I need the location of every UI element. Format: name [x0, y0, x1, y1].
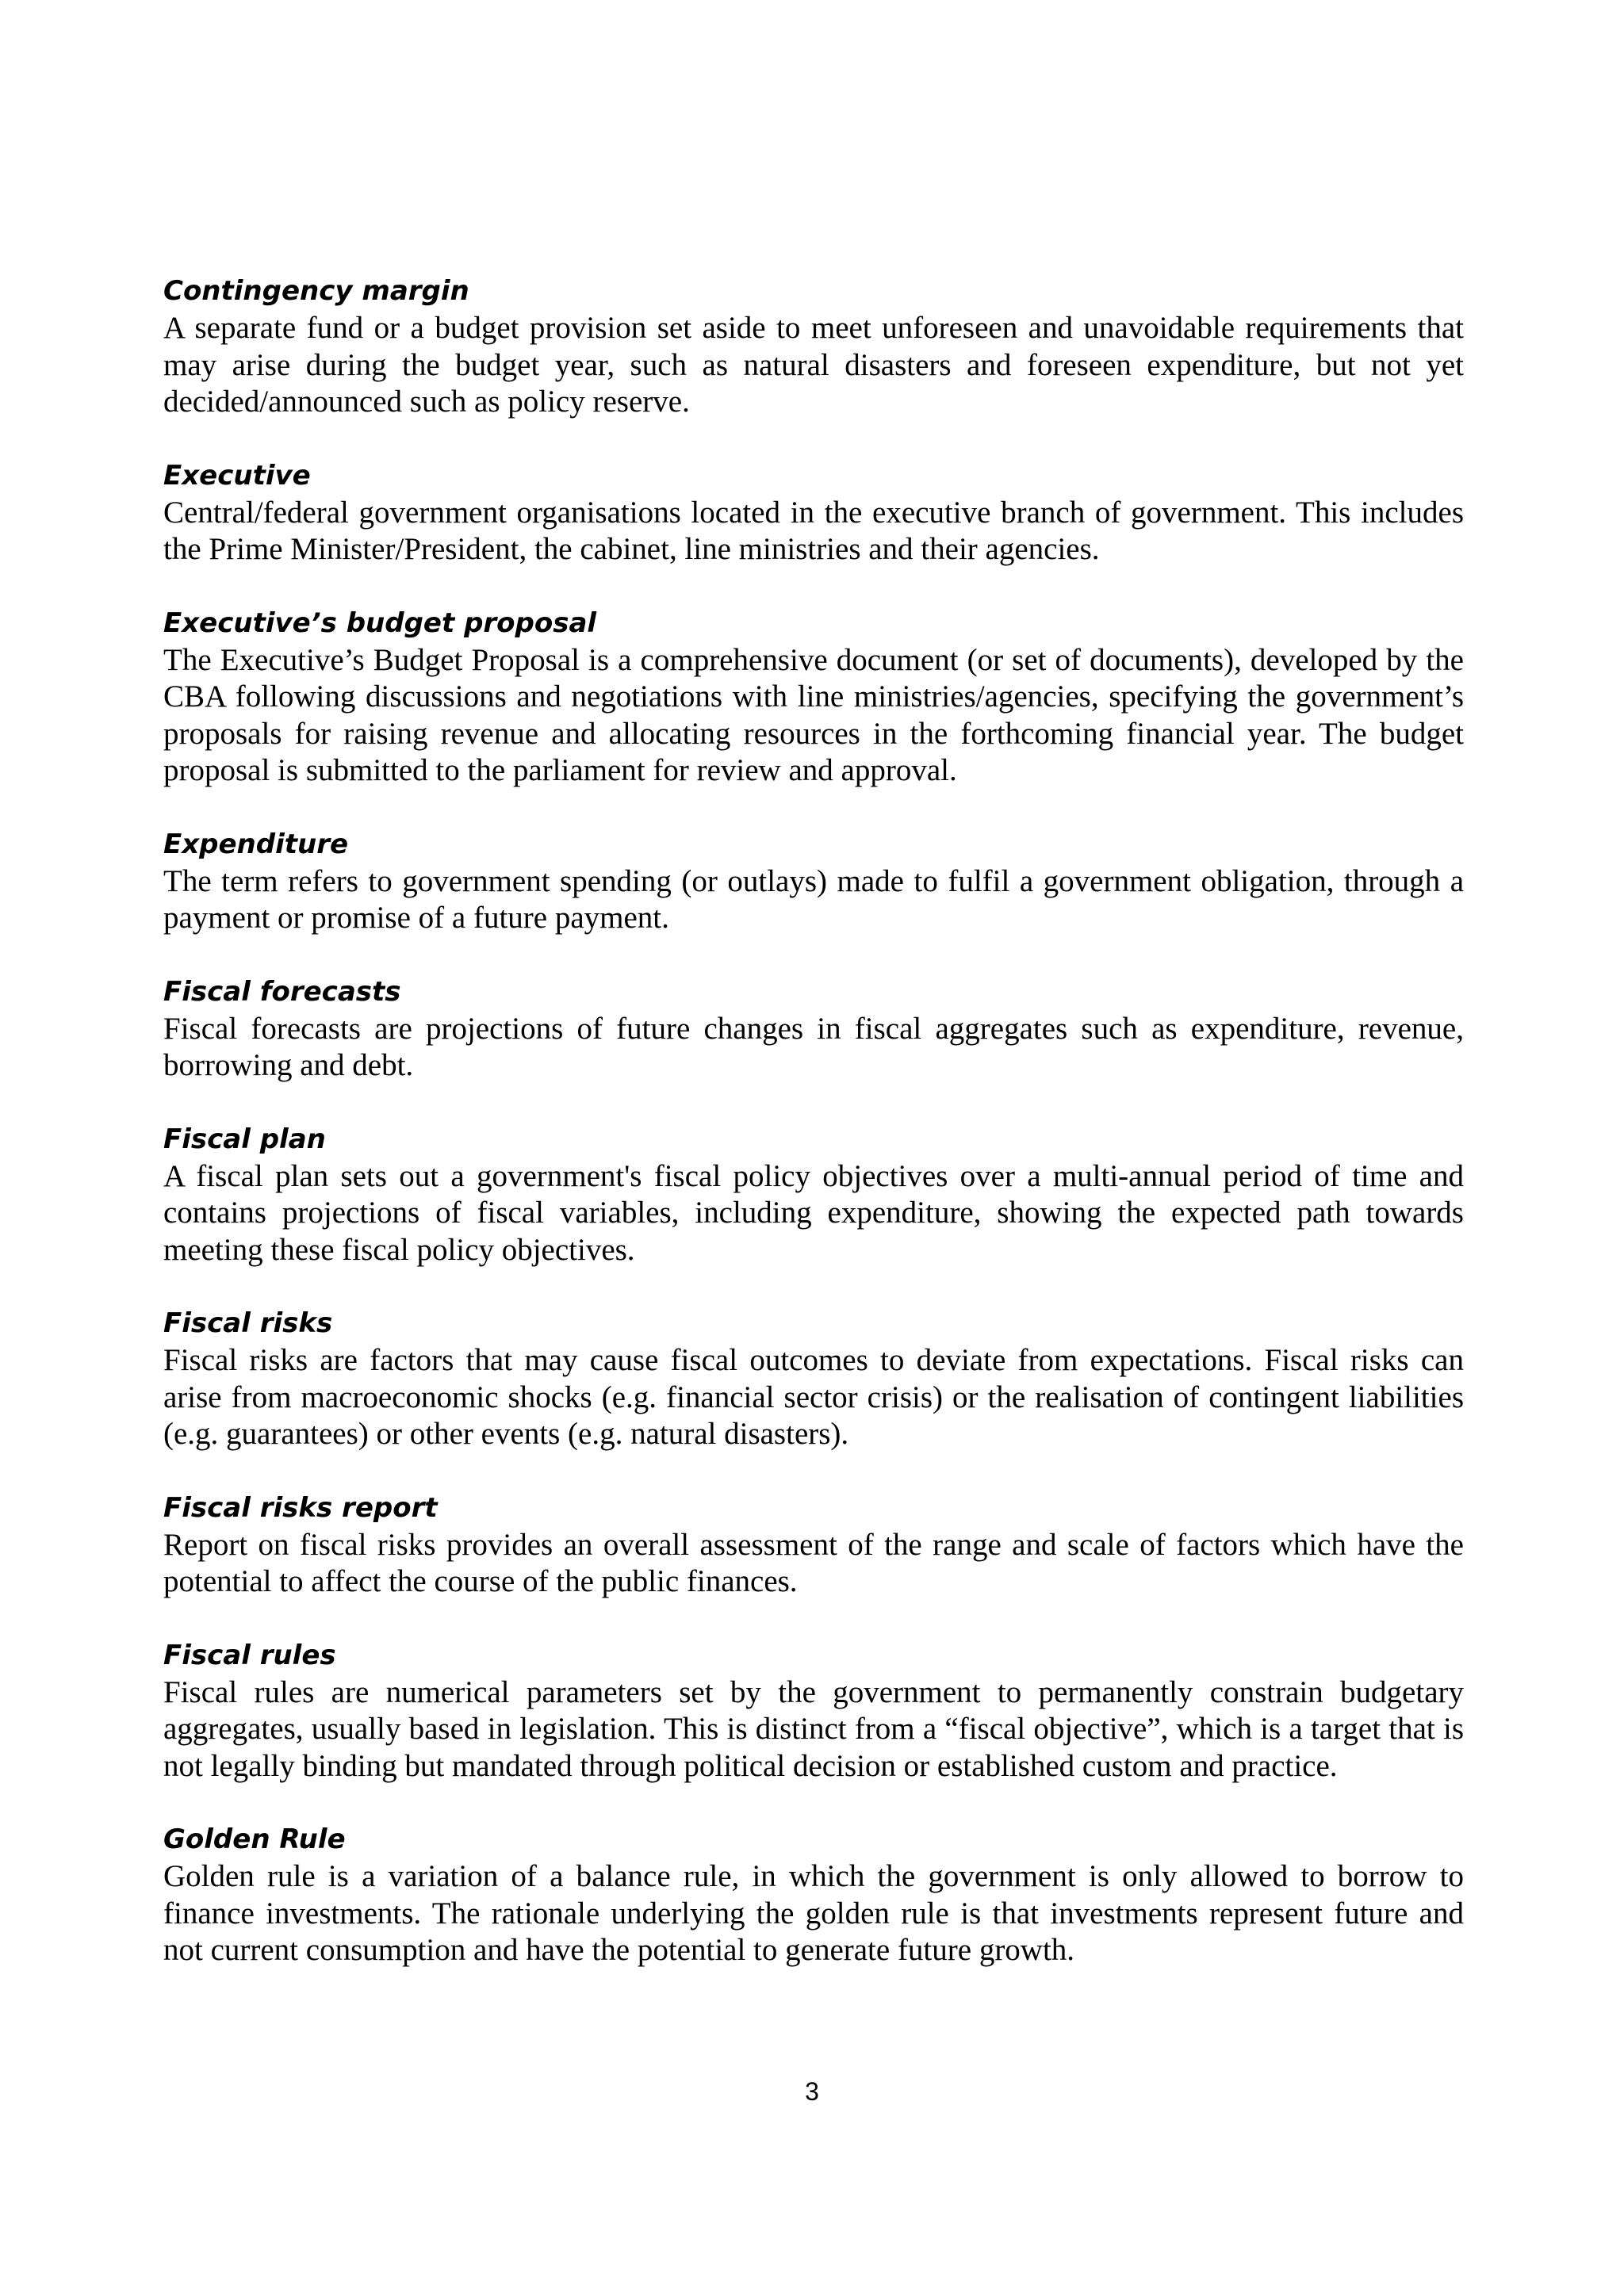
glossary-definition: A separate fund or a budget provision set aside to meet unforeseen and unavoidable requirements that may arise during the budget year, such as natural disasters and foreseen expenditure, but not yet decided/announced such as policy reserve.: [163, 311, 1464, 419]
glossary-definition: Fiscal forecasts are projections of future changes in fiscal aggregates such as expenditure, revenue, borrowing and debt.: [163, 1011, 1464, 1082]
glossary-page: [163, 272, 1464, 2005]
glossary-term: Executive: [163, 459, 311, 492]
glossary-entry-fiscal-risks: [163, 1304, 1464, 1453]
glossary-entry-executives-budget-proposal: [163, 604, 1464, 790]
glossary-entry-fiscal-forecasts: [163, 973, 1464, 1085]
glossary-definition: Report on fiscal risks provides an overall assessment of the range and scale of factors which have the potential to affect the course of the public finances.: [163, 1527, 1464, 1598]
glossary-definition: Fiscal rules are numerical parameters set by the government to permanently constrain budgetary aggregates, usually based in legislation. This is distinct from a “fiscal objective”, which is a target that is not legally binding but mandated through political decision or established custom and practice.: [163, 1674, 1464, 1783]
glossary-term: Fiscal risks report: [163, 1491, 438, 1524]
glossary-term: Fiscal plan: [163, 1123, 326, 1155]
glossary-term: Fiscal rules: [163, 1639, 336, 1671]
glossary-definition: The Executive’s Budget Proposal is a comprehensive document (or set of documents), developed by the CBA following discussions and negotiations with line ministries/agencies, specifying the government’s proposals for raising revenue and allocating resources in the forthcoming financial year. The budget proposal is submitted to the parliament for review and approval.: [163, 642, 1464, 787]
glossary-entry-fiscal-plan: [163, 1120, 1464, 1269]
glossary-definition: Fiscal risks are factors that may cause fiscal outcomes to deviate from expectations. Fiscal risks can arise from macroeconomic shocks (e.g. financial sector crisis) or the realisation of contingent liabilities (e.g. guarantees) or other events (e.g. natural disasters).: [163, 1343, 1464, 1451]
glossary-definition: The term refers to government spending (or outlays) made to fulfil a government obligation, through a payment or promise of a future payment.: [163, 863, 1464, 935]
glossary-entry-expenditure: [163, 825, 1464, 937]
glossary-definition: Golden rule is a variation of a balance rule, in which the government is only allowed to borrow to finance investments. The rationale underlying the golden rule is that investments represent future and not current consumption and have the potential to generate future growth.: [163, 1859, 1464, 1967]
glossary-definition: A fiscal plan sets out a government's fiscal policy objectives over a multi-annual period of time and contains projections of fiscal variables, including expenditure, showing the expected path towards meeting these fiscal policy objectives.: [163, 1158, 1464, 1267]
glossary-term: Fiscal forecasts: [163, 975, 401, 1008]
glossary-definition: Central/federal government organisations located in the executive branch of government. This includes the Prime Minister/President, the cabinet, line ministries and their agencies.: [163, 495, 1464, 566]
page-number: 3: [805, 2077, 819, 2106]
glossary-term: Golden Rule: [163, 1823, 346, 1855]
glossary-term: Fiscal risks: [163, 1307, 333, 1339]
glossary-entry-golden-rule: [163, 1820, 1464, 1969]
glossary-term: Expenditure: [163, 828, 349, 860]
glossary-entry-executive: [163, 457, 1464, 568]
glossary-term: Contingency margin: [163, 275, 469, 307]
glossary-entry-fiscal-risks-report: [163, 1489, 1464, 1601]
glossary-term: Executive’s budget proposal: [163, 607, 597, 639]
glossary-entry-contingency-margin: [163, 272, 1464, 421]
glossary-entry-fiscal-rules: [163, 1636, 1464, 1785]
